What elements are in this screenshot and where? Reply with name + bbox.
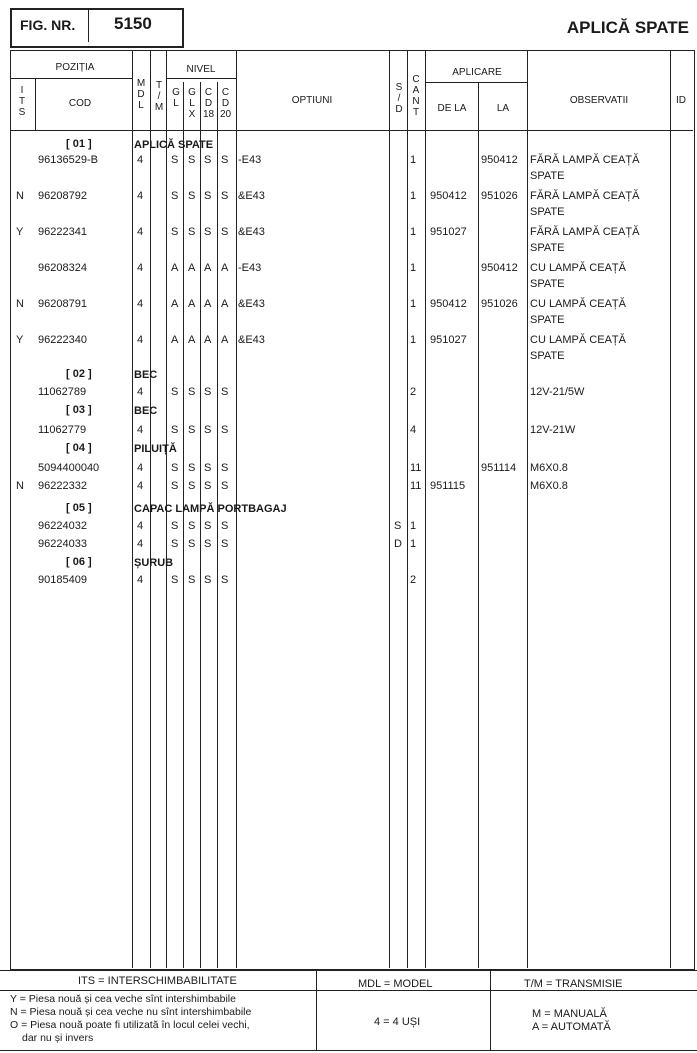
header-cod: COD (68, 98, 92, 109)
grid-vline (425, 50, 426, 968)
model-cell: 4 (137, 334, 144, 346)
nivel-cell: S (171, 424, 179, 436)
grid-vline (389, 50, 390, 968)
nivel-cell: S (204, 538, 212, 550)
model-cell: 4 (137, 480, 144, 492)
its-code: N (16, 190, 24, 202)
grid-vline (183, 82, 184, 968)
quantity-cell: 1 (410, 190, 417, 202)
applies-to: 950412 (481, 262, 518, 274)
grid-hline (10, 78, 132, 79)
header-observatii: OBSERVATII (569, 95, 629, 106)
nivel-cell: A (188, 334, 196, 346)
option-cell: &E43 (238, 334, 265, 346)
nivel-cell: S (221, 462, 229, 474)
header-divider (10, 130, 693, 131)
option-cell: &E43 (238, 190, 265, 202)
quantity-cell: 2 (410, 386, 417, 398)
grid-vline (200, 82, 201, 968)
its-code: Y (16, 334, 24, 346)
nivel-cell: S (221, 154, 229, 166)
observation: FĂRĂ LAMPĂ CEAȚĂ (530, 190, 640, 202)
observation: FĂRĂ LAMPĂ CEAȚĂ (530, 154, 640, 166)
legend-top-line (0, 970, 697, 971)
model-cell: 4 (137, 574, 144, 586)
nivel-cell: S (221, 520, 229, 532)
observation: M6X0.8 (530, 462, 568, 474)
section-name: BEC (134, 405, 158, 417)
nivel-cell: S (221, 538, 229, 550)
grid-vline (670, 50, 671, 968)
nivel-cell: S (221, 386, 229, 398)
nivel-cell: S (204, 386, 212, 398)
legend-tm-auto: A = AUTOMATĂ (532, 1021, 611, 1033)
quantity-cell: 1 (410, 538, 417, 550)
applies-from: 950412 (430, 190, 467, 202)
nivel-cell: S (171, 154, 179, 166)
nivel-cell: A (171, 262, 179, 274)
grid-vline (527, 50, 528, 968)
nivel-cell: A (221, 334, 229, 346)
nivel-cell: S (204, 574, 212, 586)
legend-mdl-value: 4 = 4 UȘI (374, 1016, 421, 1028)
fig-number: 5150 (114, 14, 152, 33)
observation: SPATE (530, 206, 565, 218)
header-la: LA (496, 103, 510, 114)
applies-to: 951026 (481, 298, 518, 310)
model-cell: 4 (137, 262, 144, 274)
part-code: 96208324 (38, 262, 87, 274)
header-tm: T / M (154, 80, 164, 113)
fig-box-divider (88, 10, 89, 42)
header-sd: S / D (395, 82, 403, 115)
nivel-cell: S (221, 190, 229, 202)
its-code: N (16, 298, 24, 310)
header-pozitia: POZIȚIA (55, 62, 95, 73)
model-cell: 4 (137, 424, 144, 436)
header-id: ID (676, 95, 686, 106)
nivel-cell: S (171, 480, 179, 492)
nivel-cell: A (171, 334, 179, 346)
nivel-cell: S (204, 226, 212, 238)
legend-its-line-o: O = Piesa nouă poate fi utilizată în locul celei vechi, (10, 1019, 250, 1031)
section-name: BEC (134, 369, 158, 381)
model-cell: 4 (137, 462, 144, 474)
nivel-cell: S (188, 574, 196, 586)
observation: 12V-21W (530, 424, 576, 436)
header-nivel: NIVEL (186, 64, 216, 75)
nivel-cell: S (204, 424, 212, 436)
applies-to: 951026 (481, 190, 518, 202)
section-name: ȘURUB (134, 557, 174, 569)
quantity-cell: 1 (410, 334, 417, 346)
nivel-cell: S (204, 480, 212, 492)
nivel-cell: A (188, 298, 196, 310)
legend-its-line-y: Y = Piesa nouă și cea veche sînt intershimbabile (10, 993, 236, 1005)
observation: CU LAMPĂ CEAȚĂ (530, 262, 626, 274)
part-code: 90185409 (38, 574, 87, 586)
quantity-cell: 11 (410, 480, 422, 492)
legend-its-title: ITS = INTERSCHIMBABILITATE (78, 975, 237, 987)
section-position: [ 03 ] (66, 404, 92, 416)
side-cell: D (394, 538, 402, 550)
quantity-cell: 11 (410, 462, 422, 474)
header-aplicare: APLICARE (452, 67, 502, 78)
nivel-cell: A (188, 262, 196, 274)
part-code: 96222341 (38, 226, 87, 238)
observation: FĂRĂ LAMPĂ CEAȚĂ (530, 226, 640, 238)
header-nivel-glx: G L X (188, 87, 196, 120)
model-cell: 4 (137, 226, 144, 238)
option-cell: -E43 (238, 154, 262, 166)
quantity-cell: 1 (410, 226, 417, 238)
model-cell: 4 (137, 386, 144, 398)
applies-from: 951027 (430, 226, 467, 238)
grid-hline (166, 78, 236, 79)
nivel-cell: S (188, 190, 196, 202)
legend-its-line-o-cont: dar nu și invers (22, 1032, 94, 1044)
model-cell: 4 (137, 298, 144, 310)
nivel-cell: S (188, 154, 196, 166)
nivel-cell: S (204, 462, 212, 474)
part-code: 96208791 (38, 298, 87, 310)
observation: SPATE (530, 314, 565, 326)
nivel-cell: A (221, 262, 229, 274)
section-position: [ 04 ] (66, 442, 92, 454)
nivel-cell: A (204, 334, 212, 346)
part-code: 96224032 (38, 520, 87, 532)
quantity-cell: 4 (410, 424, 417, 436)
option-cell: &E43 (238, 226, 265, 238)
part-code: 96222340 (38, 334, 87, 346)
nivel-cell: A (204, 262, 212, 274)
quantity-cell: 1 (410, 154, 417, 166)
nivel-cell: S (188, 462, 196, 474)
nivel-cell: S (188, 538, 196, 550)
nivel-cell: S (221, 574, 229, 586)
quantity-cell: 1 (410, 520, 417, 532)
its-code: Y (16, 226, 24, 238)
side-cell: S (394, 520, 402, 532)
nivel-cell: S (204, 520, 212, 532)
part-code: 96222332 (38, 480, 87, 492)
section-position: [ 02 ] (66, 368, 92, 380)
nivel-cell: S (171, 190, 179, 202)
observation: SPATE (530, 278, 565, 290)
observation: M6X0.8 (530, 480, 568, 492)
grid-vline (316, 970, 317, 1050)
nivel-cell: S (171, 574, 179, 586)
model-cell: 4 (137, 520, 144, 532)
grid-hline (425, 82, 527, 83)
legend-tm-title: T/M = TRANSMISIE (524, 978, 623, 990)
nivel-cell: S (171, 520, 179, 532)
nivel-cell: A (171, 298, 179, 310)
grid-vline (35, 78, 36, 130)
observation: CU LAMPĂ CEAȚĂ (530, 334, 626, 346)
part-code: 96136529-B (38, 154, 98, 166)
quantity-cell: 1 (410, 262, 417, 274)
nivel-cell: S (188, 226, 196, 238)
observation: SPATE (530, 170, 565, 182)
nivel-cell: S (221, 480, 229, 492)
nivel-cell: S (221, 226, 229, 238)
section-position: [ 05 ] (66, 502, 92, 514)
legend-tm-manual: M = MANUALĂ (532, 1008, 607, 1020)
nivel-cell: S (171, 226, 179, 238)
observation: CU LAMPĂ CEAȚĂ (530, 298, 626, 310)
applies-to: 951114 (481, 462, 517, 474)
grid-vline (217, 82, 218, 968)
nivel-cell: S (171, 462, 179, 474)
option-cell: -E43 (238, 262, 262, 274)
header-de-la: DE LA (437, 103, 467, 114)
nivel-cell: S (188, 520, 196, 532)
parts-table (10, 50, 695, 970)
model-cell: 4 (137, 154, 144, 166)
header-its: I T S (18, 85, 26, 118)
part-code: 11062789 (38, 386, 87, 398)
grid-vline (407, 50, 408, 968)
observation: SPATE (530, 350, 565, 362)
its-code: N (16, 480, 24, 492)
header-nivel-cd18: C D 18 (202, 87, 215, 120)
nivel-cell: S (204, 154, 212, 166)
header-cant: C A N T (412, 74, 420, 118)
section-position: [ 06 ] (66, 556, 92, 568)
section-name: PILUIȚĂ (134, 443, 177, 455)
nivel-cell: S (188, 424, 196, 436)
model-cell: 4 (137, 190, 144, 202)
nivel-cell: S (171, 538, 179, 550)
part-code: 96224033 (38, 538, 87, 550)
nivel-cell: A (221, 298, 229, 310)
legend-mdl-title: MDL = MODEL (358, 978, 433, 990)
grid-vline (490, 970, 491, 1050)
applies-from: 950412 (430, 298, 467, 310)
section-position: [ 01 ] (66, 138, 92, 150)
legend-bottom-line (0, 1050, 697, 1051)
fig-label: FIG. NR. (20, 17, 76, 33)
page-title: APLICĂ SPATE (566, 18, 689, 37)
nivel-cell: S (171, 386, 179, 398)
grid-vline (132, 50, 133, 968)
observation: SPATE (530, 242, 565, 254)
observation: 12V-21/5W (530, 386, 585, 398)
applies-from: 951027 (430, 334, 467, 346)
nivel-cell: S (188, 480, 196, 492)
grid-vline (478, 82, 479, 968)
part-code: 96208792 (38, 190, 87, 202)
section-name: CAPAC LAMPĂ PORTBAGAJ (134, 503, 287, 515)
part-code: 11062779 (38, 424, 87, 436)
option-cell: &E43 (238, 298, 265, 310)
applies-from: 951115 (430, 480, 466, 492)
header-nivel-gl: G L (172, 87, 180, 109)
header-mdl: M D L (136, 78, 146, 111)
nivel-cell: S (188, 386, 196, 398)
applies-to: 950412 (481, 154, 518, 166)
nivel-cell: S (204, 190, 212, 202)
header-nivel-cd20: C D 20 (219, 87, 232, 120)
header-optiuni: OPTIUNI (291, 95, 333, 106)
quantity-cell: 2 (410, 574, 417, 586)
nivel-cell: S (221, 424, 229, 436)
part-code: 5094400040 (38, 462, 100, 474)
model-cell: 4 (137, 538, 144, 550)
quantity-cell: 1 (410, 298, 417, 310)
nivel-cell: A (204, 298, 212, 310)
section-name: APLICĂ SPATE (134, 139, 214, 151)
legend-its-line-n: N = Piesa nouă și cea veche nu sînt intershimbabile (10, 1006, 252, 1018)
